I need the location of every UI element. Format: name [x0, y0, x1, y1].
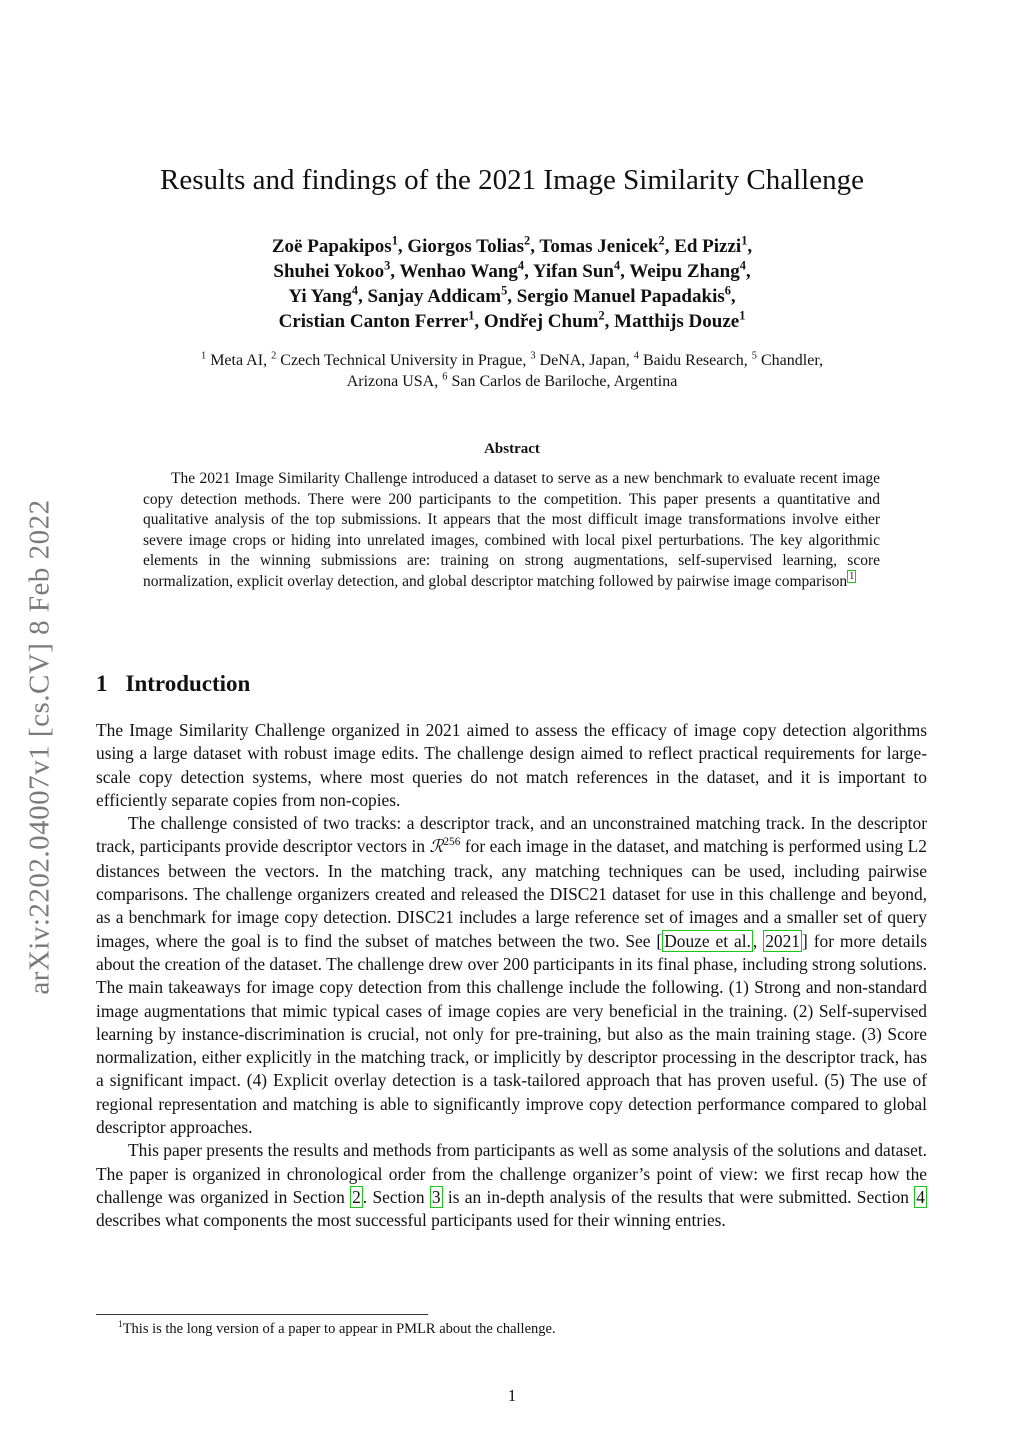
affiliation-text: Meta AI, [206, 352, 272, 369]
author-affiliation-mark: 1 [391, 233, 398, 248]
paragraph: This paper presents the results and methods from participants as well as some analysis of the solutions and dataset. The paper is organized in chronological order from the challenge organizer’s point of view: we first recap how the challenge was organized in Section 2 . Section 3 is an in-depth analysis of the results that were submitted. Section 4 describes what components the most successful participants used for their winning entries. [96, 1140, 927, 1231]
author-affiliation-mark: 4 [517, 258, 525, 273]
citation-link-author[interactable]: Douze et al. [664, 930, 751, 951]
footnote-text: This is the long version of a paper to appear in PMLR about the challenge. [122, 1321, 556, 1337]
paper-title: Results and findings of the 2021 Image Similarity Challenge [160, 164, 864, 196]
author-affiliation-mark: 2 [524, 233, 531, 248]
affiliation-text: San Carlos de Bariloche, Argentina [447, 373, 678, 390]
affiliations [180, 350, 844, 392]
author-name: Weipu Zhang [629, 261, 740, 282]
author-affiliation-mark: 4 [351, 283, 359, 298]
author-name: Cristian Canton Ferrer [278, 311, 469, 332]
paragraph: The challenge consisted of two tracks: a descriptor track, and an unconstrained matching track. In the descriptor track, participants provide descriptor vectors in ℛ$^{256}$ for each image in the dataset, and matching is performed using L2 distances between the vectors. In the matching track, any matching techniques can be used, including pairwise comparisons. The challenge organizers created and released the DISC21 dataset for use in this challenge and beyond, as a benchmark for image copy detection. DISC21 includes a large reference set of images and a smaller set of query images, where the goal is to find the subset of matches between the two. See [ Douze et al. , 2021 ] for more details about the creation of the dataset. The challenge drew over 200 participants in its final phase, including strong solutions. The main takeaways for image copy detection from this challenge include the following. (1) Strong and non-standard image augmentations that mimic typical cases of image copies are very beneficial in the training. (2) Self-supervised learning by instance-discrimination is crucial, not only for pre-training, but also as the main training stage. (3) Score normalization, either explicitly in the matching track, or implicitly by descriptor processing in the descriptor track, has a significant impact. (4) Explicit overlay detection is a task-tailored approach that has proven useful. (5) The use of regional representation and matching is able to significantly improve copy detection performance compared to global descriptor approaches. [96, 813, 927, 1138]
author-affiliation-mark: 2 [658, 233, 665, 248]
section-ref-link[interactable]: 3 [431, 1186, 441, 1207]
author-name: Zoë Papakipos [271, 236, 392, 257]
section-heading [96, 671, 250, 697]
affiliation-text: DeNA, Japan, [535, 352, 634, 369]
author-name: Ondřej Chum [483, 311, 599, 332]
affiliation-number: 1 [200, 350, 207, 362]
author-affiliation-mark: 1 [468, 308, 475, 323]
section-ref-link[interactable]: 2 [352, 1186, 361, 1207]
affiliation-number: 3 [530, 350, 536, 362]
author-affiliation-mark: 4 [739, 258, 746, 273]
affiliation-number: 5 [751, 350, 757, 362]
footnote-mark: 1 [118, 1320, 123, 1331]
author-affiliation-mark: 4 [614, 258, 621, 273]
page-number: 1 [507, 1386, 517, 1405]
affiliation-text: Baidu Research, [638, 352, 752, 369]
author-name: Yifan Sun [532, 261, 614, 282]
author-affiliation-mark: 1 [739, 308, 746, 323]
author-affiliation-mark: 2 [598, 308, 605, 323]
author-name: Sergio Manuel Papadakis [516, 286, 725, 307]
paragraph: The Image Similarity Challenge organized in 2021 aimed to assess the efficacy of image copy detection algorithms using a large dataset with robust image edits. The challenge design aimed to reflect practical requirements for large-scale copy detection systems, where most queries do not match references in the dataset, and it is important to efficiently separate copies from non-copies. [96, 720, 927, 810]
author-line: Yi Yang$^4$, Sanjay Addicam$^5$, Sergio Manuel Papadakis$^6$, [288, 283, 736, 307]
author-name: Matthijs Douze [614, 311, 740, 332]
section-number: 1 [96, 671, 108, 696]
author-line: Zoë Papakipos$^1$, Giorgos Tolias$^2$, Tomas Jenicek$^2$, Ed Pizzi$^1$, [271, 233, 753, 257]
affiliation-number: 4 [633, 350, 639, 362]
author-affiliation-mark: 5 [501, 283, 508, 298]
footnote [118, 1320, 556, 1338]
author-name: Wenhao Wang [399, 261, 518, 282]
arxiv-sidebar [8, 452, 72, 1042]
footnote-divider [96, 1314, 428, 1315]
author-affiliation-mark: 3 [384, 258, 391, 273]
affiliation-text: Czech Technical University in Prague, [276, 352, 531, 369]
author-affiliation-mark: 1 [741, 233, 748, 248]
author-line: Cristian Canton Ferrer$^1$, Ondřej Chum$^2$, Matthijs Douze$^1$ [278, 308, 746, 332]
abstract-text: The 2021 Image Similarity Challenge introduced a dataset to serve as a new benchmark to evaluate recent image copy detection methods. There were 200 participants to the competition. This paper presents a quantitative and qualitative analysis of the top submissions. It appears that the most difficult image transformations involve either severe image crops or hiding into unrelated images, combined with local pixel perturbations. The key algorithmic elements in the winning submissions are: training on strong augmentations, self-supervised learning, score normalization, explicit overlay detection, and global descriptor matching followed by pairwise image comparison $^1$ [143, 470, 880, 590]
affiliation-number: 2 [271, 350, 277, 362]
arxiv-identifier: arXiv:2202.04007v1 [cs.CV] 8 Feb 2022 [23, 499, 56, 995]
author-name: Ed Pizzi [674, 236, 742, 257]
affiliation-number: 6 [442, 371, 448, 383]
section-title: Introduction [125, 671, 251, 696]
author-name: Giorgos Tolias [407, 236, 525, 257]
citation-link-year[interactable]: 2021 [765, 930, 800, 951]
section-ref-link[interactable]: 4 [916, 1186, 925, 1207]
introduction-body [96, 719, 927, 1233]
author-name: Sanjay Addicam [367, 286, 502, 307]
author-name: Yi Yang [288, 286, 352, 307]
abstract-heading: Abstract [484, 441, 540, 457]
footnote-link[interactable]: 1 [849, 571, 855, 583]
author-name: Tomas Jenicek [539, 236, 659, 257]
affiliation-text: Chandler, Arizona USA, [346, 352, 824, 390]
author-name: Shuhei Yokoo [273, 261, 385, 282]
math-symbol: ℛ [429, 837, 444, 858]
author-line: Shuhei Yokoo$^3$, Wenhao Wang$^4$, Yifan Sun$^4$, Weipu Zhang$^4$, [273, 258, 751, 282]
author-affiliation-mark: 6 [724, 283, 731, 298]
author-list [160, 234, 864, 334]
